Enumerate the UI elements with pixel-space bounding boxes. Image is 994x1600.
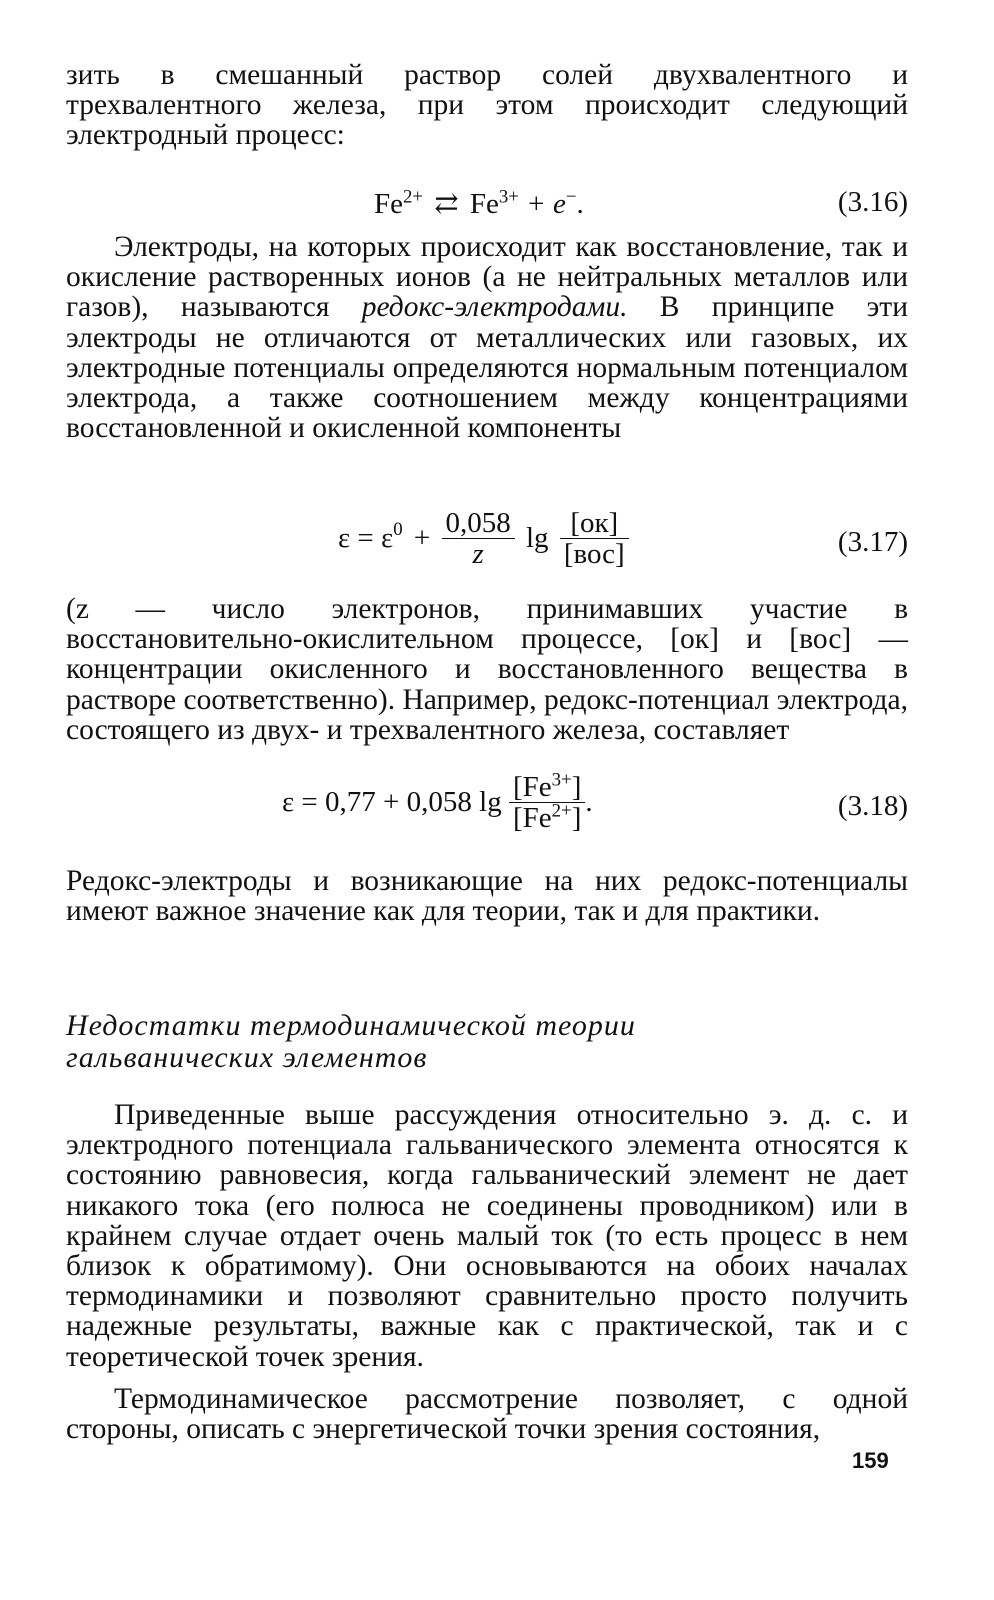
eq316-right: Fe: [469, 188, 499, 220]
section-heading-line-1: Недостатки термодинамической теории: [66, 1009, 636, 1042]
eq318-lhs: ε = 0,77 + 0,058 lg: [282, 786, 502, 818]
eq317-plus: +: [413, 522, 431, 554]
paragraph-3: [66, 594, 908, 745]
paragraph-5-text: Приведенные выше рассуждения относительно э. д. с. и электродного потенциала гальванического элемента относятся к состоянию равновесия, когда гальванический элемент не дает никакого тока (его полюса не соединены проводником) или в крайнем случае отдает очень малый ток (то есть процесс в нем близок к обратимому). Они основываются на обоих началах термодинамики и позволяют сравнительно просто получить надежные результаты, важные как с практической, так и с теоретической точек зрения.: [66, 1099, 908, 1373]
eq317-fraction-1-denominator: z: [442, 538, 515, 569]
paragraph-6-text: Термодинамическое рассмотрение позволяет, с одной стороны, описать с энергетической точки зрения состояния,: [66, 1383, 908, 1446]
eq317-lhs-sup: 0: [393, 518, 403, 540]
eq317-fraction-2-numerator: [ок]: [570, 507, 619, 539]
paragraph-5: [66, 1100, 908, 1372]
eq318-fraction-denominator: [509, 802, 585, 833]
paragraph-2-text-start: Электроды, на которых происходит как восстановление, так и окисление растворенных ионов (а не нейтральных металлов или газов), называются: [66, 231, 908, 324]
eq316-left-sup: 2+: [403, 186, 424, 208]
eq317-fraction-2: [560, 508, 629, 569]
paragraph-2: [66, 232, 908, 443]
paragraph-3-text: (z — число электронов, принимавших участие в восстановительно-окислительном процессе, [ок] и [вос] — концентрации окисленного и восстановленного вещества в растворе соответственно). Например, редокс-потенциал электрода, состоящего из двух- и трехвалентного железа, составляет: [66, 593, 908, 746]
equation-number-3-16: (3.16): [837, 186, 908, 218]
paragraph-1: [66, 60, 908, 151]
paragraph-2-text-end: В принципе эти электроды не отличаются от металлических или газовых, их электродные потенциалы определяются нормальным потенциалом электрода, а также соотношением между концентрациями восстановленной и окисленной компоненты: [66, 291, 908, 445]
equation-3-16-body: [374, 186, 584, 221]
eq318-den-base: [Fe: [512, 802, 552, 834]
eq318-fraction: [509, 769, 585, 834]
paragraph-2-term: редокс-электродами.: [361, 291, 628, 324]
paragraph-6: [66, 1384, 908, 1444]
equation-3-18: [66, 769, 908, 846]
eq318-num-base: [Fe: [512, 771, 552, 803]
eq318-den-sup: 2+: [551, 800, 572, 822]
page-number: 159: [852, 1448, 889, 1473]
equilibrium-arrow-icon: ⇄: [434, 188, 459, 220]
eq316-tail-sup: −: [565, 186, 577, 208]
eq316-left: Fe: [374, 188, 403, 220]
eq317-fraction-2-denominator: [вос]: [560, 538, 629, 569]
eq316-right-sup: 3+: [498, 186, 519, 208]
eq316-tail: + e: [526, 188, 566, 220]
eq316-end: .: [576, 188, 584, 220]
paragraph-1-text: зить в смешанный раствор солей двухвалентного и трехвалентного железа, при этом происходит следующий электродный процесс:: [66, 59, 908, 152]
paragraph-4-text: Редокс-электроды и возникающие на них редокс-потенциалы имеют важное значение как для теории, так и для практики.: [66, 865, 908, 928]
equation-3-18-body: [282, 769, 593, 834]
equation-3-17-body: [338, 508, 629, 569]
eq318-den-end: ]: [571, 802, 582, 834]
eq318-num-end: ]: [571, 771, 582, 803]
eq317-fraction-1: [442, 508, 515, 569]
paragraph-4: [66, 866, 908, 926]
eq318-fraction-numerator: [509, 769, 585, 803]
section-heading: [66, 1010, 908, 1074]
equation-3-17: [66, 508, 908, 582]
section-heading-line-2: гальванических элементов: [66, 1041, 428, 1074]
eq317-fraction-1-numerator: 0,058: [445, 507, 511, 539]
eq317-lg: lg: [526, 522, 549, 554]
equation-number-3-18: (3.18): [837, 790, 908, 822]
eq318-end: .: [585, 786, 593, 818]
eq317-lhs: ε = ε: [338, 522, 394, 554]
equation-number-3-17: (3.17): [837, 526, 908, 558]
eq318-num-sup: 3+: [551, 769, 572, 791]
